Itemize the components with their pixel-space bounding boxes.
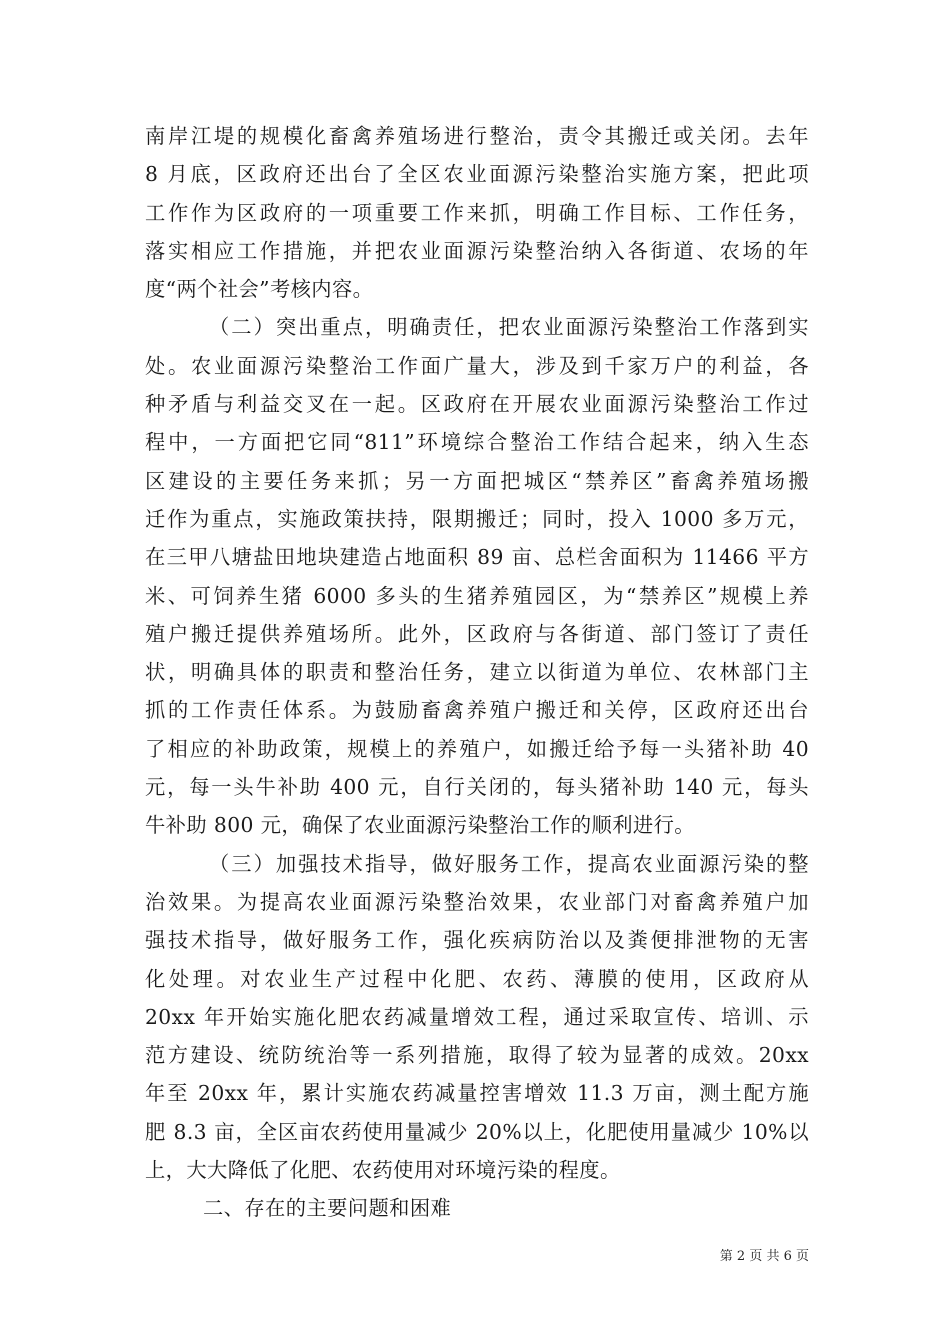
text-line: 状，明确具体的职责和整治任务，建立以街道为单位、农林部门主 [145,660,809,685]
text-line: 种矛盾与利益交叉在一起。区政府在开展农业面源污染整治工作过 [145,392,809,417]
text-line: 了相应的补助政策，规模上的养殖户，如搬迁给予每一头猪补助 40 [145,736,809,761]
page-number: 第 2 页 共 6 页 [719,1249,809,1264]
text-line: 上，大大降低了化肥、农药使用对环境污染的程度。 [145,1158,621,1183]
paragraph-section-2 [145,308,809,844]
heading-text: 二、存在的主要问题和困难 [203,1196,452,1221]
text-line: 牛补助 800 元，确保了农业面源污染整治工作的顺利进行。 [145,813,695,838]
text-line: 米、可饲养生猪 6000 多头的生猪养殖园区，为“禁养区”规模上养 [145,583,809,608]
text-line: 区建设的主要任务来抓；另一方面把城区“禁养区”畜禽养殖场搬 [145,468,809,493]
text-line: 南岸江堤的规模化畜禽养殖场进行整治，责令其搬迁或关闭。去年 [145,124,809,148]
text-line: 治效果。为提高农业面源污染整治效果，农业部门对畜禽养殖户加 [145,889,809,914]
text-line: 化处理。对农业生产过程中化肥、农药、薄膜的使用，区政府从 [145,966,809,991]
text-line: 肥 8.3 亩，全区亩农药使用量减少 20%以上，化肥使用量减少 10%以 [145,1119,809,1144]
text-line: 工作作为区政府的一项重要工作来抓，明确工作目标、工作任务， [145,200,809,225]
text-line: 范方建设、统防统治等一系列措施，取得了较为显著的成效。20xx [145,1043,809,1068]
text-line: 处。农业面源污染整治工作面广量大，涉及到千家万户的利益，各 [145,353,809,378]
text-line: 落实相应工作措施，并把农业面源污染整治纳入各街道、农场的年 [145,238,809,263]
text-line: 年至 20xx 年，累计实施农药减量控害增效 11.3 万亩，测土配方施 [145,1081,809,1106]
text-line: 程中，一方面把它同“811”环境综合整治工作结合起来，纳入生态 [145,430,809,455]
text-line: 抓的工作责任体系。为鼓励畜禽养殖户搬迁和关停，区政府还出台 [145,698,809,723]
paragraph-continued [145,117,809,308]
text-line: 迁作为重点，实施政策扶持，限期搬迁；同时，投入 1000 多万元， [145,506,809,531]
text-line: 20xx 年开始实施化肥农药减量增效工程，通过采取宣传、培训、示 [145,1004,809,1029]
text-line: （二）突出重点，明确责任，把农业面源污染整治工作落到实 [209,315,809,340]
paragraph-section-3 [145,845,809,1190]
text-line: 8 月底，区政府还出台了全区农业面源污染整治实施方案，把此项 [145,162,809,187]
text-line: 在三甲八塘盐田地块建造占地面积 89 亩、总栏舍面积为 11466 平方 [145,545,809,570]
text-line: 元，每一头牛补助 400 元，自行关闭的，每头猪补助 140 元，每头 [145,775,809,800]
text-line: 强技术指导，做好服务工作，强化疾病防治以及粪便排泄物的无害 [145,928,809,953]
document-body [145,117,809,1228]
text-line: 殖户搬迁提供养殖场所。此外，区政府与各街道、部门签订了责任 [145,621,809,646]
text-line: （三）加强技术指导，做好服务工作，提高农业面源污染的整 [209,851,809,876]
section-heading [145,1189,809,1227]
text-line: 度“两个社会”考核内容。 [145,277,374,302]
